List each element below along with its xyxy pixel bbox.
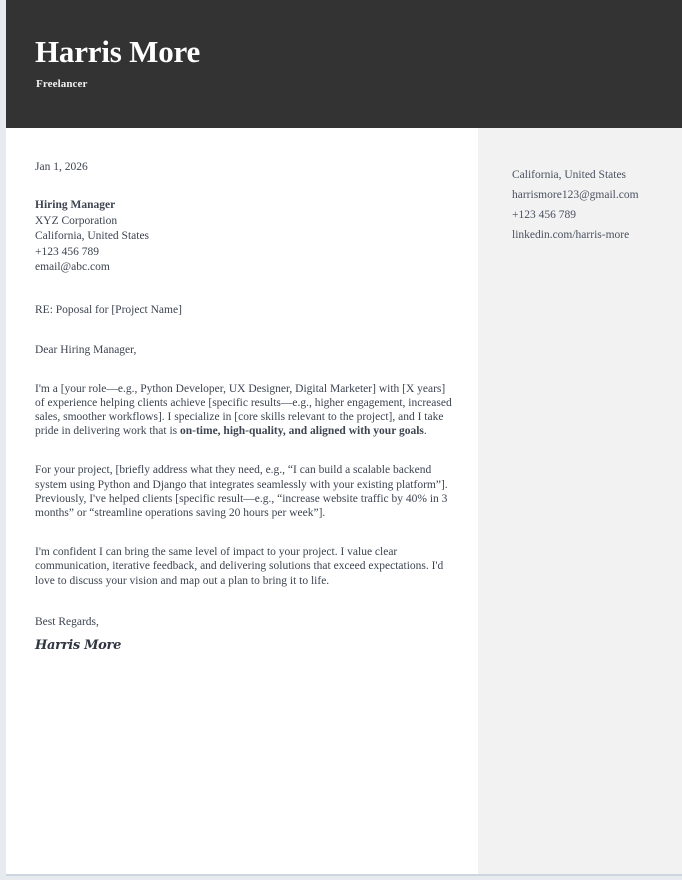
recipient-phone: +123 456 789: [35, 245, 99, 258]
letter-closing: Best Regards,: [35, 615, 99, 628]
document-page: [6, 0, 682, 876]
recipient-name: Hiring Manager: [35, 199, 116, 211]
contact-phone: +123 456 789: [512, 209, 576, 221]
letter-paragraph-2: For your project, [briefly address what they need, e.g., “I can build a scalable backend system using Python and Django that integrates seamlessly with your existing platform”]. Previously, I've helped clients [specific result—e.g., “increase website traffic by 40% in 3 months” or “streamline operations saving 20 hours per week”].: [35, 464, 448, 519]
letter-date: Jan 1, 2026: [35, 161, 88, 173]
letter-body: [35, 160, 453, 653]
letter-subject: RE: Poposal for [Project Name]: [35, 303, 182, 316]
contact-sidebar: [478, 128, 682, 874]
contact-email[interactable]: harrismore123@gmail.com: [512, 189, 639, 201]
paragraph-1-text-tail: .: [423, 425, 427, 438]
letter-paragraph-1: [35, 382, 453, 439]
recipient-location: California, United States: [35, 230, 150, 242]
paragraph-1-emphasis: on-time, high-quality, and aligned with your goals: [180, 425, 424, 438]
contact-location: California, United States: [512, 169, 627, 181]
document-header: [6, 0, 682, 128]
candidate-role: Freelancer: [36, 78, 88, 90]
recipient-block: [35, 198, 453, 276]
paragraph-1-text-lead: I'm a [your role—e.g., Python Developer, UX Designer, Digital Marketer] with [X years] of experience helping clients achieve [specific results—e.g., higher engagement, increased sales, smoother workflows]. I specialize in [core skills relevant to the project], and I take pride in delivering work that is: [35, 382, 452, 438]
candidate-name: Harris More: [35, 34, 201, 69]
signature: Harris More: [35, 637, 122, 653]
letter-paragraph-3: I'm confident I can bring the same level of impact to your project. I value clear communication, iterative feedback, and delivering solutions that exceed expectations. I'd love to discuss your vision and map out a plan to bring it to life.: [35, 546, 444, 587]
recipient-email: email@abc.com: [35, 261, 110, 273]
recipient-company: XYZ Corporation: [35, 214, 118, 227]
letter-salutation: Dear Hiring Manager,: [35, 343, 137, 356]
contact-list: [512, 165, 682, 245]
contact-linkedin[interactable]: linkedin.com/harris-more: [512, 229, 630, 241]
